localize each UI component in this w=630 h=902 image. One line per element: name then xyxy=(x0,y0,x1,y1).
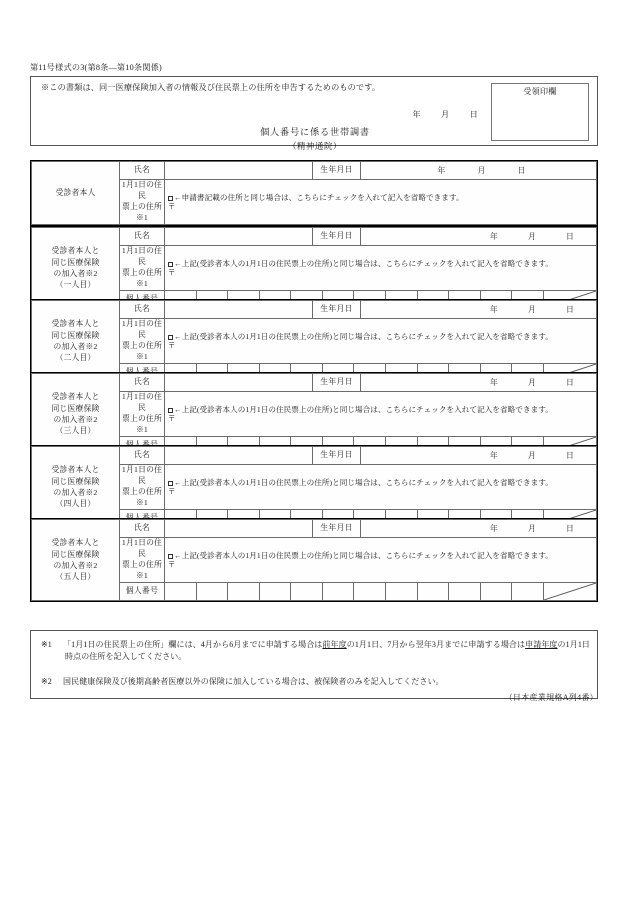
member-label-line3: の加入者※2 xyxy=(53,268,98,278)
section-member-3 xyxy=(30,372,598,456)
label-dob: 生年月日 xyxy=(313,228,361,246)
dob-day-label: 日 xyxy=(517,166,526,175)
member-address-same-checkbox[interactable] xyxy=(168,408,173,413)
dob-month-label: 月 xyxy=(528,305,536,314)
member-label-line3: の加入者※2 xyxy=(53,487,98,497)
member-person-label xyxy=(32,301,120,382)
member-name-input[interactable] xyxy=(165,228,313,246)
member-name-input[interactable] xyxy=(165,374,313,392)
section-member-4 xyxy=(30,445,598,529)
member-postal-mark: 〒 xyxy=(168,268,176,278)
member-label-line1: 受診者本人と xyxy=(51,246,100,256)
label-dob: 生年月日 xyxy=(313,301,361,319)
label-name: 氏名 xyxy=(120,447,165,465)
member-person-label xyxy=(32,520,120,601)
member-label-line2: 同じ医療保険 xyxy=(51,403,100,413)
dob-year-label: 年 xyxy=(490,305,498,314)
footnote-1-label: ※1 xyxy=(41,640,52,649)
label-address-line1: 1月1日の住民 xyxy=(121,246,163,266)
mynumber-digit-cell[interactable] xyxy=(449,583,481,600)
dob-day-label: 日 xyxy=(566,451,574,460)
dob-day-label: 日 xyxy=(566,305,574,314)
self-name-input[interactable] xyxy=(165,162,313,180)
member-address-check-text: ←上記(受診者本人の1月1日の住民票上の住所)と同じ場合は、こちらにチェックを入れて記入を省略できます。 xyxy=(174,405,553,415)
label-dob: 生年月日 xyxy=(313,162,361,180)
member-label-line1: 受診者本人と xyxy=(51,319,100,329)
dob-month-label: 月 xyxy=(477,166,486,175)
footnote-1-part2: の1月1日、7月から翌年3月までに申請する場合は xyxy=(346,640,526,649)
label-name: 氏名 xyxy=(120,374,165,392)
mynumber-digit-cell[interactable] xyxy=(512,583,544,600)
member-name-input[interactable] xyxy=(165,520,313,538)
mynumber-digit-cell[interactable] xyxy=(197,583,229,600)
label-address-line2: 票上の住所※1 xyxy=(122,559,162,580)
dob-day-label: 日 xyxy=(566,378,574,387)
member-label-line4: （二人目） xyxy=(55,353,96,363)
mynumber-digit-cell[interactable] xyxy=(418,583,450,600)
member-name-input[interactable] xyxy=(165,301,313,319)
receipt-stamp-label: 受領印欄 xyxy=(523,87,557,96)
member-address-check-text: ←上記(受診者本人の1月1日の住民票上の住所)と同じ場合は、こちらにチェックを入れて記入を省略できます。 xyxy=(174,332,553,342)
footnote-1 xyxy=(41,639,591,663)
footnote-1-underline-2: 申請年度 xyxy=(525,640,558,649)
label-address xyxy=(120,180,165,225)
mynumber-digit-cell[interactable] xyxy=(386,583,418,600)
label-dob: 生年月日 xyxy=(313,447,361,465)
footnote-2 xyxy=(41,676,587,688)
label-address-line2: 票上の住所※1 xyxy=(122,340,162,361)
label-address xyxy=(120,319,165,364)
member-label-line1: 受診者本人と xyxy=(51,465,100,475)
label-name: 氏名 xyxy=(120,301,165,319)
dob-month-label: 月 xyxy=(528,232,536,241)
label-my-number: 個人番号 xyxy=(120,582,165,600)
label-address-line2: 票上の住所※1 xyxy=(122,267,162,288)
submission-date-field[interactable] xyxy=(403,109,487,120)
dob-year-label: 年 xyxy=(490,524,498,533)
date-month-label: 月 xyxy=(440,110,450,119)
footnote-1-line2: 時点の住所を記入してください。 xyxy=(65,652,187,661)
label-address-line1: 1月1日の住民 xyxy=(121,465,163,485)
label-dob: 生年月日 xyxy=(313,520,361,538)
footnote-2-text: 国民健康保険及び後期高齢者医療以外の保険に加入している場合は、被保険者のみを記入してください。 xyxy=(63,677,444,686)
member-address-same-checkbox[interactable] xyxy=(168,335,173,340)
label-address xyxy=(120,465,165,510)
mynumber-void-cell xyxy=(544,583,596,600)
label-name: 氏名 xyxy=(120,520,165,538)
member-label-line4: （四人目） xyxy=(55,499,96,509)
member-dob-input[interactable] xyxy=(361,447,597,465)
member-address-check-text: ←上記(受診者本人の1月1日の住民票上の住所)と同じ場合は、こちらにチェックを入れて記入を省略できます。 xyxy=(174,259,553,269)
label-address-line2: 票上の住所※1 xyxy=(122,201,162,222)
member-address-same-checkbox[interactable] xyxy=(168,554,173,559)
member-person-label xyxy=(32,374,120,455)
self-postal-mark: 〒 xyxy=(168,202,176,212)
member-person-label xyxy=(32,228,120,309)
label-dob: 生年月日 xyxy=(313,374,361,392)
label-address-line2: 票上の住所※1 xyxy=(122,413,162,434)
member-label-line2: 同じ医療保険 xyxy=(51,330,100,340)
jis-standard-note: （日本産業規格A列4番） xyxy=(504,693,598,702)
dob-year-label: 年 xyxy=(437,166,446,175)
label-address-line2: 票上の住所※1 xyxy=(122,486,162,507)
self-dob-input[interactable] xyxy=(361,162,597,180)
dob-day-label: 日 xyxy=(566,232,574,241)
dob-year-label: 年 xyxy=(490,451,498,460)
member-postal-mark: 〒 xyxy=(168,560,176,570)
form-number: 第11号様式の3(第8条―第10条関係) xyxy=(30,63,162,72)
footnote-1-underline-1: 前年度 xyxy=(322,640,347,649)
self-address-check-text: ←申請書記載の住所と同じ場合は、こちらにチェックを入れて記入を省略できます。 xyxy=(174,193,464,203)
member-address-input[interactable] xyxy=(165,319,597,364)
member-label-line3: の加入者※2 xyxy=(53,341,98,351)
section-member-1 xyxy=(30,226,598,310)
mynumber-digit-cell[interactable] xyxy=(291,583,323,600)
member-person-label xyxy=(32,447,120,528)
page-title: 個人番号に係る世帯調書 xyxy=(260,127,370,137)
member-dob-input[interactable] xyxy=(361,228,597,246)
member-label-line4: （三人目） xyxy=(55,426,96,436)
date-year-label: 年 xyxy=(412,110,421,119)
label-address xyxy=(120,538,165,583)
member-address-same-checkbox[interactable] xyxy=(168,481,173,486)
member-postal-mark: 〒 xyxy=(168,414,176,424)
member-address-same-checkbox[interactable] xyxy=(168,262,173,267)
member-label-line2: 同じ医療保険 xyxy=(51,476,100,486)
dob-month-label: 月 xyxy=(528,524,536,533)
member-dob-input[interactable] xyxy=(361,374,597,392)
member-address-input[interactable] xyxy=(165,246,597,291)
dob-month-label: 月 xyxy=(528,378,536,387)
member-address-input[interactable] xyxy=(165,465,597,510)
section-member-5 xyxy=(30,518,598,602)
footnote-2-label: ※2 xyxy=(41,677,52,686)
member-dob-input[interactable] xyxy=(361,301,597,319)
member-label-line4: （一人目） xyxy=(55,280,96,290)
page-subtitle: （精神通院） xyxy=(288,142,342,151)
date-day-label: 日 xyxy=(469,110,478,119)
dob-year-label: 年 xyxy=(490,232,498,241)
member-label-line1: 受診者本人と xyxy=(51,392,100,402)
member-label-line3: の加入者※2 xyxy=(53,560,98,570)
mynumber-digit-cell[interactable] xyxy=(260,583,292,600)
mynumber-digit-cell[interactable] xyxy=(354,583,386,600)
label-address xyxy=(120,246,165,291)
label-address-line1: 1月1日の住民 xyxy=(121,319,163,339)
member-address-input[interactable] xyxy=(165,538,597,583)
self-address-same-checkbox[interactable] xyxy=(168,196,173,201)
dob-month-label: 月 xyxy=(528,451,536,460)
mynumber-digit-cell[interactable] xyxy=(323,583,355,600)
member-label-line1: 受診者本人と xyxy=(51,538,100,548)
label-address-line1: 1月1日の住民 xyxy=(121,538,163,558)
label-address xyxy=(120,392,165,437)
member-label-line2: 同じ医療保険 xyxy=(51,549,100,559)
section-self-person-label: 受診者本人 xyxy=(32,162,120,225)
member-postal-mark: 〒 xyxy=(168,341,176,351)
label-name: 氏名 xyxy=(120,162,165,180)
dob-day-label: 日 xyxy=(566,524,574,533)
footnotes-box xyxy=(30,630,598,699)
member-address-check-text: ←上記(受診者本人の1月1日の住民票上の住所)と同じ場合は、こちらにチェックを入れて記入を省略できます。 xyxy=(174,551,553,561)
section-self xyxy=(30,160,598,226)
label-address-line1: 1月1日の住民 xyxy=(121,392,163,412)
member-address-check-text: ←上記(受診者本人の1月1日の住民票上の住所)と同じ場合は、こちらにチェックを入れて記入を省略できます。 xyxy=(174,478,553,488)
member-label-line3: の加入者※2 xyxy=(53,414,98,424)
member-name-input[interactable] xyxy=(165,447,313,465)
intro-notice-text: ※この書類は、同一医療保険加入者の情報及び住民票上の住所を申告するためのものです。 xyxy=(41,83,381,92)
member-label-line2: 同じ医療保険 xyxy=(51,257,100,267)
self-address-input[interactable] xyxy=(165,180,597,225)
member-postal-mark: 〒 xyxy=(168,487,176,497)
footnote-1-part3: の1月1日 xyxy=(557,640,591,649)
mynumber-digit-cell[interactable] xyxy=(481,583,513,600)
mynumber-digit-cell[interactable] xyxy=(165,583,197,600)
member-dob-input[interactable] xyxy=(361,520,597,538)
mynumber-digit-cell[interactable] xyxy=(228,583,260,600)
section-member-2 xyxy=(30,299,598,383)
footnote-1-part1: 「1月1日の住民票上の住所」欄には、4月から6月までに申請する場合は xyxy=(63,640,323,649)
member-mynumber-field[interactable] xyxy=(165,582,597,600)
label-address-line1: 1月1日の住民 xyxy=(121,180,163,200)
dob-year-label: 年 xyxy=(490,378,498,387)
member-address-input[interactable] xyxy=(165,392,597,437)
label-name: 氏名 xyxy=(120,228,165,246)
member-label-line4: （五人目） xyxy=(55,572,96,582)
